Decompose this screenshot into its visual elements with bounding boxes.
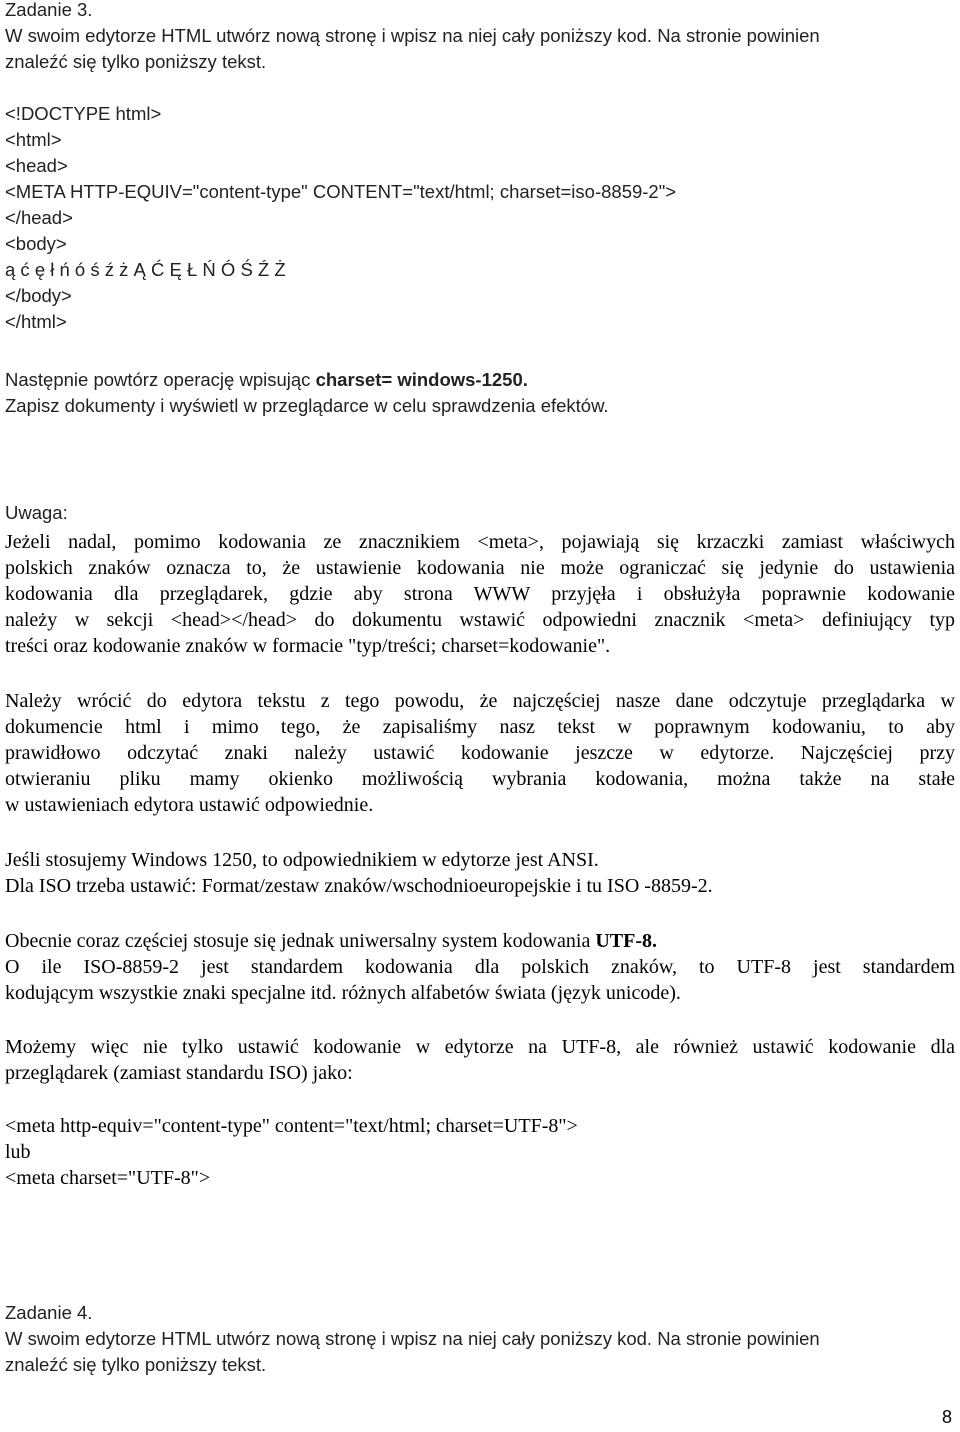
task3-intro-line2: znaleźć się tylko poniższy tekst. xyxy=(5,51,267,72)
paragraph-line: treści oraz kodowanie znaków w formacie "typ/treści; charset=kodowanie". xyxy=(5,635,611,657)
paragraph-line: w ustawieniach edytora ustawić odpowiednie. xyxy=(5,794,374,816)
code-line: ą ć ę ł ń ó ś ź ż Ą Ć Ę Ł Ń Ó Ś Ź Ż xyxy=(5,259,286,280)
code-line: </head> xyxy=(5,207,73,228)
code-line: </html> xyxy=(5,311,67,332)
charset-windows-1250: charset= windows-1250. xyxy=(315,369,528,390)
code-line: <html> xyxy=(5,129,62,150)
meta-example-2: <meta charset="UTF-8"> xyxy=(5,1167,211,1189)
meta-example-1: <meta http-equiv="content-type" content="text/html; charset=UTF-8"> xyxy=(5,1115,578,1137)
paragraph-line: prawidłowo odczytać znaki należy ustawić kodowanie jeszcze w edytorze. Najczęściej przy xyxy=(5,742,955,764)
paragraph-line: kodowania dla przeglądarek, gdzie aby strona WWW przyjęła i obsłużyła poprawnie kodowanie xyxy=(5,583,955,605)
paragraph-line: przeglądarek (zamiast standardu ISO) jako: xyxy=(5,1062,353,1084)
task3-heading: Zadanie 3. xyxy=(5,0,93,20)
paragraph-line: O ile ISO-8859-2 jest standardem kodowania dla polskich znaków, to UTF-8 jest standardem xyxy=(5,956,955,978)
code-line: <body> xyxy=(5,233,67,254)
paragraph-line: dokumencie html i mimo tego, że zapisaliśmy nasz tekst w poprawnym kodowaniu, to aby xyxy=(5,716,955,738)
utf8-intro-text: Obecnie coraz częściej stosuje się jednak uniwersalny system kodowania xyxy=(5,930,596,952)
code-line: <!DOCTYPE html> xyxy=(5,103,162,124)
browser-encoding-paragraph xyxy=(5,1034,955,1086)
paragraph-line: należy w sekcji <head></head> do dokumentu wstawić odpowiedni znacznik <meta> definiujący typ xyxy=(5,609,955,631)
save-instruction: Zapisz dokumenty i wyświetl w przeglądarce w celu sprawdzenia efektów. xyxy=(5,395,609,416)
iso-note: Dla ISO trzeba ustawić: Format/zestaw znaków/wschodnioeuropejskie i tu ISO -8859-2. xyxy=(5,875,713,897)
repeat-instruction xyxy=(5,367,528,393)
paragraph-line: Możemy więc nie tylko ustawić kodowanie w edytorze na UTF-8, ale również ustawić kodowanie dla xyxy=(5,1036,955,1058)
task3-intro-line1: W swoim edytorze HTML utwórz nową stronę i wpisz na niej cały poniższy kod. Na stronie powinien xyxy=(5,25,820,46)
page-number: 8 xyxy=(941,1407,952,1427)
utf8-paragraph xyxy=(5,954,955,1006)
paragraph-line: otwieraniu pliku mamy okienko możliwością wybrania kodowania, można także na stałe xyxy=(5,768,955,790)
note-label: Uwaga: xyxy=(5,502,68,523)
utf8-bold: UTF-8. xyxy=(595,930,658,952)
task4-heading: Zadanie 4. xyxy=(5,1302,93,1323)
task4-intro-line2: znaleźć się tylko poniższy tekst. xyxy=(5,1354,267,1375)
paragraph-line: Należy wrócić do edytora tekstu z tego powodu, że najczęściej nasze dane odczytuje przeglądarka w xyxy=(5,690,955,712)
paragraph-line: kodującym wszystkie znaki specjalne itd. różnych alfabetów świata (język unicode). xyxy=(5,982,681,1004)
or-label: lub xyxy=(5,1141,31,1163)
paragraph-line: Jeżeli nadal, pomimo kodowania ze znacznikiem <meta>, pojawiają się krzaczki zamiast właściwych xyxy=(5,531,955,553)
repeat-instruction-text: Następnie powtórz operację wpisując xyxy=(5,369,316,390)
task4-intro-line1: W swoim edytorze HTML utwórz nową stronę i wpisz na niej cały poniższy kod. Na stronie powinien xyxy=(5,1328,820,1349)
windows-1250-note: Jeśli stosujemy Windows 1250, to odpowiednikiem w edytorze jest ANSI. xyxy=(5,849,599,871)
paragraph-line: polskich znaków oznacza to, że ustawienie kodowania nie może ograniczać się jedynie do ustawienia xyxy=(5,557,955,579)
code-line: </body> xyxy=(5,285,72,306)
note-paragraph-1 xyxy=(5,529,955,659)
code-line: <head> xyxy=(5,155,68,176)
utf8-intro xyxy=(5,928,657,954)
note-paragraph-2 xyxy=(5,688,955,818)
code-line: <META HTTP-EQUIV="content-type" CONTENT="text/html; charset=iso-8859-2"> xyxy=(5,181,677,202)
